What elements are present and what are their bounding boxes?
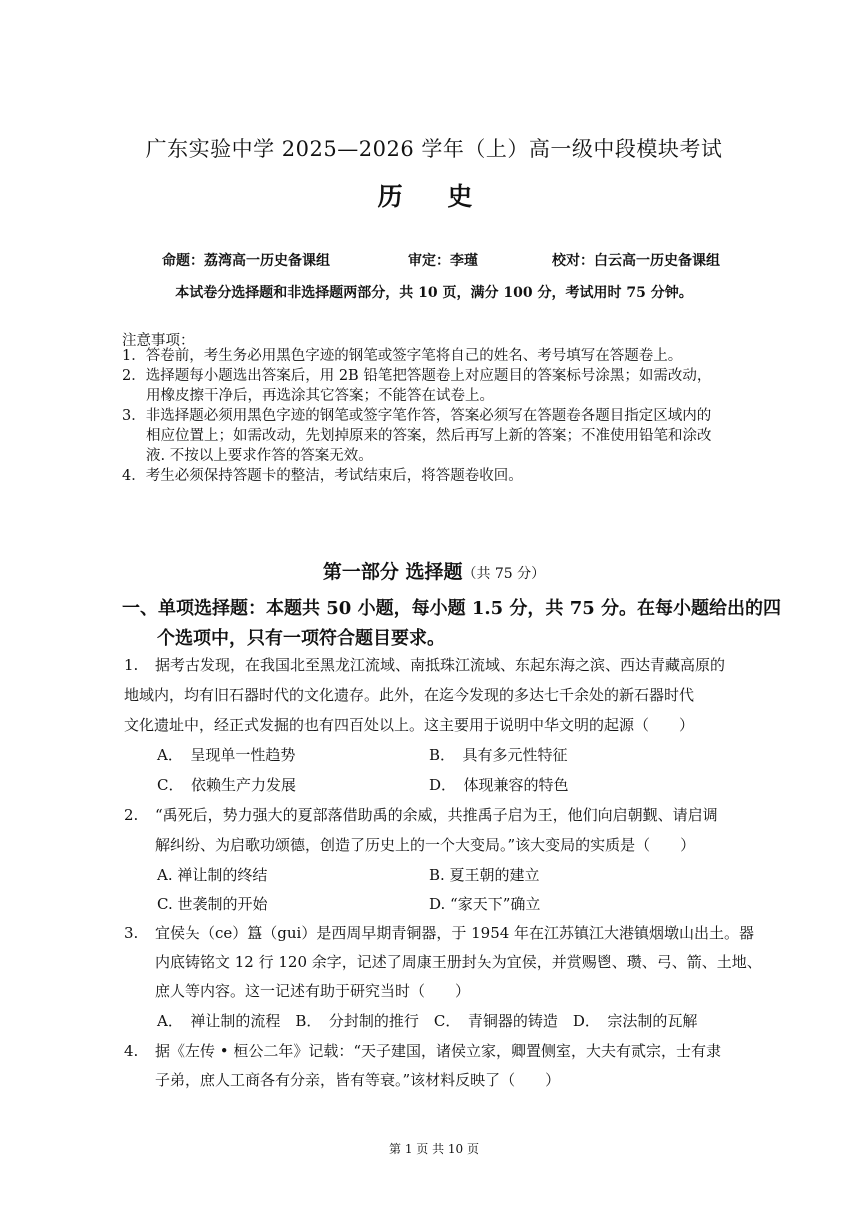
question-number: 2. (124, 806, 139, 824)
section-heading-cont: 个选项中，只有一项符合题目要求。 (157, 628, 445, 649)
note-item: 4．考生必须保持答题卡的整洁，考试结束后，将答题卷收回。 (122, 468, 523, 484)
part-title-text: 第一部分 选择题 (322, 561, 463, 583)
question-number: 1. (124, 656, 139, 674)
option-a: A． 呈现单一性趋势 (157, 746, 296, 764)
question-text: 文化遗址中，经正式发掘的也有四百处以上。这主要用于说明中华文明的起源（ ） (124, 716, 695, 734)
option-d: D． 体现兼容的特色 (429, 776, 569, 794)
option-a: A. 禅让制的终结 (157, 866, 268, 884)
question-text: 子弟，庶人工商各有分亲，皆有等衰。”该材料反映了（ ） (155, 1071, 561, 1089)
question-text: 内底铸铭文 12 行 120 余字，记述了周康王册封夨为宜侯，并赏赐鬯、瓒、弓、箭、土地、 (155, 953, 762, 971)
proofreader-info: 校对：白云高一历史备课组 (552, 253, 720, 269)
note-item: 1．答卷前，考生务必用黑色字迹的钢笔或签字笔将自己的姓名、考号填写在答题卷上。 (122, 348, 683, 364)
exam-intro: 本试卷分选择题和非选择题两部分，共 10 页，满分 100 分，考试用时 75 分钟。 (175, 285, 693, 301)
exam-title: 广东实验中学 2025—2026 学年（上）高一级中段模块考试 (145, 137, 723, 161)
option-c: C. 世袭制的开始 (157, 895, 268, 913)
question-text: 宜侯夨（ce）簋（gui）是西周早期青铜器，于 1954 年在江苏镇江大港镇烟墩山出土。器 (155, 924, 755, 942)
page-footer: 第 1 页 共 10 页 (389, 1142, 479, 1156)
question-number: 4. (124, 1042, 139, 1060)
option-d: D. “家天下”确立 (429, 895, 541, 913)
question-text: “禹死后，势力强大的夏部落借助禹的余威，共推禹子启为王，他们向启朝觐、请启调 (155, 806, 718, 824)
option-b: B. 夏王朝的建立 (429, 866, 540, 884)
note-item: 2．选择题每小题选出答案后，用 2B 铅笔把答题卷上对应题目的答案标号涂黑；如需改动， (122, 368, 712, 384)
part-score: （共 75 分） (462, 566, 546, 582)
section-heading: 一、单项选择题：本题共 50 小题，每小题 1.5 分，共 75 分。在每小题给出的四 (122, 598, 782, 619)
question-number: 3. (124, 924, 139, 942)
options-inline: A． 禅让制的流程 B． 分封制的推行 C． 青铜器的铸造 D． 宗法制的瓦解 (157, 1012, 698, 1030)
subject-title: 历 史 (377, 182, 491, 211)
option-c: C． 依赖生产力发展 (157, 776, 296, 794)
question-text: 据考古发现，在我国北至黑龙江流域、南抵珠江流域、东起东海之滨、西达青藏高原的 (155, 656, 726, 674)
note-item-cont: 用橡皮擦干净后，再选涂其它答案；不能答在试卷上。 (146, 388, 494, 404)
reviewer-info: 审定：李瑾 (408, 253, 478, 269)
note-item: 3．非选择题必须用黑色字迹的钢笔或签字笔作答，答案必须写在答题卷各题目指定区域内的 (122, 408, 712, 424)
question-text: 庶人等内容。这一记述有助于研究当时（ ） (155, 982, 471, 1000)
option-b: B． 具有多元性特征 (429, 746, 568, 764)
question-text: 地域内，均有旧石器时代的文化遗存。此外，在迄今发现的多达七千余处的新石器时代 (124, 686, 695, 704)
notes-heading: 注意事项： (122, 333, 195, 349)
note-item-cont: 液. 不按以上要求作答的答案无效。 (146, 448, 373, 464)
setter-info: 命题：荔湾高一历史备课组 (162, 253, 330, 269)
note-item-cont: 相应位置上；如需改动，先划掉原来的答案，然后再写上新的答案；不准使用铅笔和涂改 (146, 428, 712, 444)
question-text: 据《左传 • 桓公二年》记载：“天子建国，诸侯立家，卿置侧室，大夫有贰宗，士有隶 (155, 1042, 722, 1060)
part-title (0, 557, 868, 584)
question-text: 解纠纷、为启歌功颂德，创造了历史上的一个大变局。”该大变局的实质是（ ） (155, 836, 696, 854)
